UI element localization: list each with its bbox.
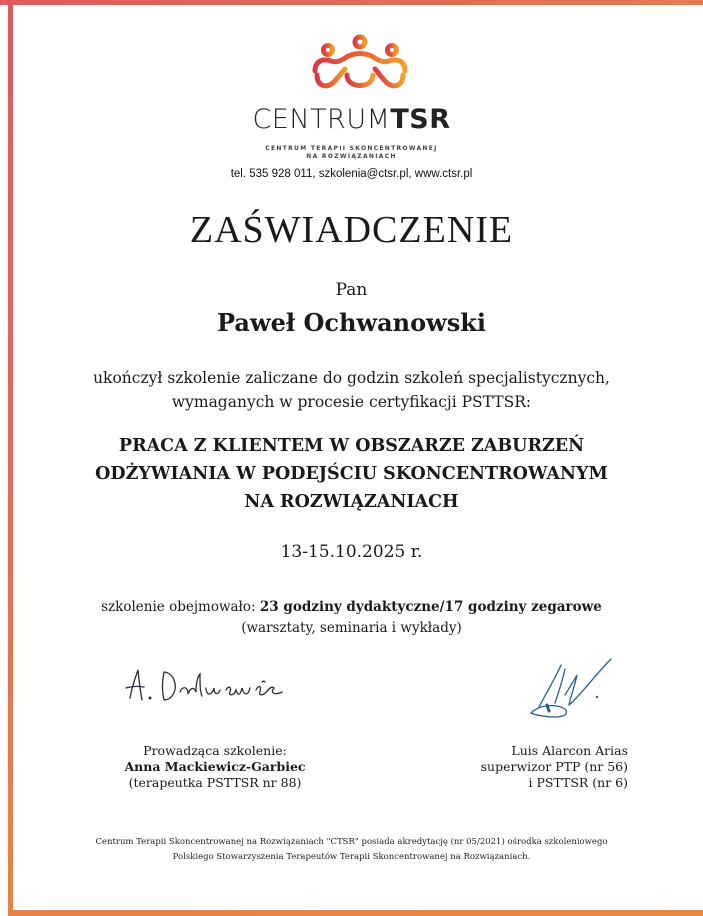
supervisor-signature <box>525 655 620 725</box>
contact-info: tel. 535 928 011, szkolenia@ctsr.pl, www.ctsr.pl <box>230 168 473 180</box>
trainer-block <box>95 743 335 791</box>
course-line3: NA ROZWIĄZANIACH <box>244 492 459 512</box>
description <box>0 366 703 414</box>
recipient-name: Paweł Ochwanowski <box>216 308 487 337</box>
trainer-signature <box>122 662 302 712</box>
hours-note: (warsztaty, seminaria i wykłady) <box>241 620 462 636</box>
trainer-role: Prowadząca szkolenie: <box>143 743 287 758</box>
brand-bold: TSR <box>390 104 451 135</box>
brand-name <box>0 104 703 135</box>
salutation: Pan <box>335 280 368 300</box>
course-dates: 13-15.10.2025 r. <box>280 542 423 562</box>
accreditation-footer <box>0 835 703 865</box>
course-line2: ODŻYWIANIA W PODEJŚCIU SKONCENTROWANYM <box>95 464 608 484</box>
supervisor-name: Luis Alarcon Arias <box>511 743 628 758</box>
description-line2: wymaganych w procesie certyfikacji PSTTSR: <box>171 393 532 411</box>
supervisor-title-line2: i PSTTSR (nr 6) <box>528 775 628 790</box>
hours-value: 23 godziny dydaktyczne/17 godziny zegarowe <box>259 599 602 615</box>
hours-prefix: szkolenie obejmowało: <box>101 599 260 615</box>
brand-subtitle-line1: CENTRUM TERAPII SKONCENTROWANEJ <box>265 145 438 152</box>
border-bottom <box>8 910 703 916</box>
brand-light: CENTRUM <box>252 104 391 135</box>
course-title <box>0 432 703 516</box>
trainer-name: Anna Mackiewicz-Garbiec <box>124 759 306 774</box>
certificate-title: ZAŚWIADCZENIE <box>189 209 514 251</box>
three-people-icon <box>309 33 411 95</box>
description-line1: ukończył szkolenie zaliczane do godzin szkoleń specjalistycznych, <box>93 369 610 387</box>
course-hours <box>0 597 703 639</box>
footer-line2: Polskiego Stowarzyszenia Terapeutów Terapii Skoncentrowanej na Rozwiązaniach. <box>172 852 531 862</box>
supervisor-block <box>388 743 628 791</box>
brand-subtitle-line2: NA ROZWIĄZANIACH <box>306 153 397 160</box>
border-top <box>0 0 703 5</box>
footer-line1: Centrum Terapii Skoncentrowanej na Rozwiązaniach "CTSR" posiada akredytację (nr 05/2021) ośrodka szkoleniowego <box>95 837 608 847</box>
trainer-title: (terapeutka PSTTSR nr 88) <box>128 775 302 790</box>
supervisor-title-line1: superwizor PTP (nr 56) <box>480 759 628 774</box>
course-line1: PRACA Z KLIENTEM W OBSZARZE ZABURZEŃ <box>118 436 585 456</box>
